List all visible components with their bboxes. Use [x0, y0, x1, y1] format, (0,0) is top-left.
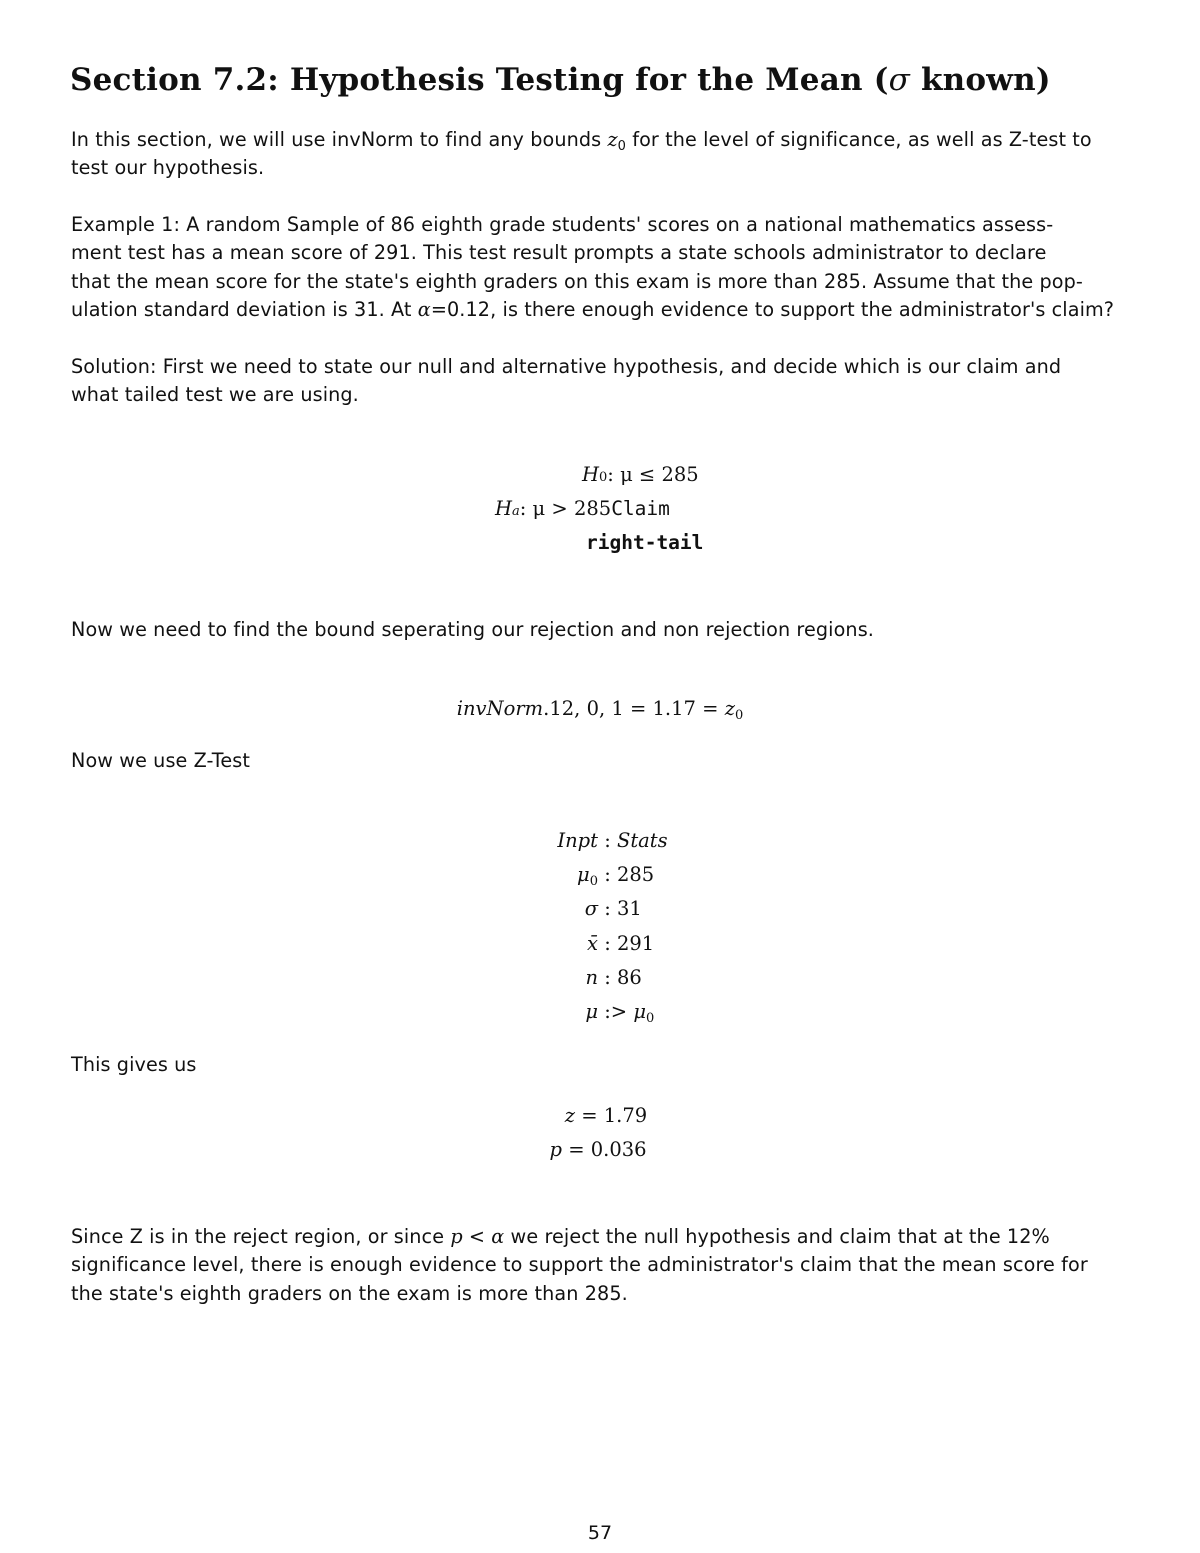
- conclusion-line-3: the state's eighth graders on the exam is more than 285.: [71, 1281, 628, 1305]
- conclusion-paragraph: [71, 1223, 1129, 1308]
- input-row-inpt: Inpt : Stats: [557, 829, 668, 852]
- solution-paragraph: [71, 353, 1129, 410]
- null-hypothesis: H 0 : μ ≤ 285: [582, 463, 699, 486]
- sigma-symbol: σ: [888, 62, 910, 98]
- input-row-mu: μ : > $\mu_0$: [585, 999, 655, 1026]
- invnorm-equation: invNorm.12, 0, $1 = 1.17 = z_0$: [456, 697, 744, 723]
- bound-paragraph: Now we need to find the bound seperating our rejection and non rejection regions.: [71, 618, 874, 641]
- intro-line-2: test our hypothesis.: [71, 156, 265, 180]
- input-row-xbar: x̄ : 291: [587, 931, 655, 955]
- alpha-symbol: α: [417, 298, 431, 322]
- result-z: z = 1.79: [564, 1104, 648, 1127]
- gives-paragraph: This gives us: [71, 1053, 197, 1076]
- section-title: [70, 62, 1051, 98]
- example-line-2: ment test has a mean score of 291. This test result prompts a state schools administrator to declare: [71, 241, 1047, 265]
- conclusion-line-1: Since Z is in the reject region, or since p < α we reject the null hypothesis and claim that at the 12%: [71, 1225, 1050, 1248]
- conclusion-line-2: significance level, there is enough evidence to support the administrator's claim that the mean score for: [71, 1253, 1088, 1277]
- solution-line-1: Solution: First we need to state our null and alternative hypothesis, and decide which is our claim and: [71, 355, 1062, 378]
- solution-line-2: what tailed test we are using.: [71, 383, 359, 407]
- intro-line-1: In this section, we will use invNorm to find any bounds $z_0$ for the level of significance, as well as Z-test to: [71, 128, 1092, 154]
- input-row-n: n : 86: [585, 965, 642, 989]
- example-line-1: Example 1: A random Sample of 86 eighth grade students' scores on a national mathematics assess-: [71, 213, 1054, 236]
- tail-type: right-tail: [586, 531, 704, 555]
- intro-paragraph: [71, 126, 1129, 183]
- z-symbol: z: [607, 128, 618, 151]
- example-line-4: ulation standard deviation is 31. At α=0.12, is there enough evidence to support the administrator's claim?: [71, 298, 1115, 322]
- alternative-hypothesis: H a : μ > 285 Claim: [440, 492, 760, 526]
- section-title-suffix: known): [909, 62, 1051, 98]
- page-number: 57: [587, 1522, 613, 1544]
- ztest-paragraph: Now we use Z-Test: [71, 749, 250, 772]
- example-paragraph: [71, 211, 1129, 325]
- claim-label: Claim: [611, 497, 670, 521]
- input-row-mu0: $\mu_0$ : 285: [577, 863, 655, 890]
- section-title-text: Section 7.2: Hypothesis Testing for the Mean (: [70, 62, 889, 98]
- hypotheses-block: [440, 458, 760, 561]
- result-p: p = 0.036: [549, 1138, 647, 1162]
- results-block: [480, 1099, 720, 1167]
- example-line-3: that the mean score for the state's eighth graders on this exam is more than 285. Assume that the pop-: [71, 269, 1083, 293]
- input-row-sigma: σ : 31: [584, 897, 642, 921]
- ztest-inputs-block: [480, 824, 720, 1029]
